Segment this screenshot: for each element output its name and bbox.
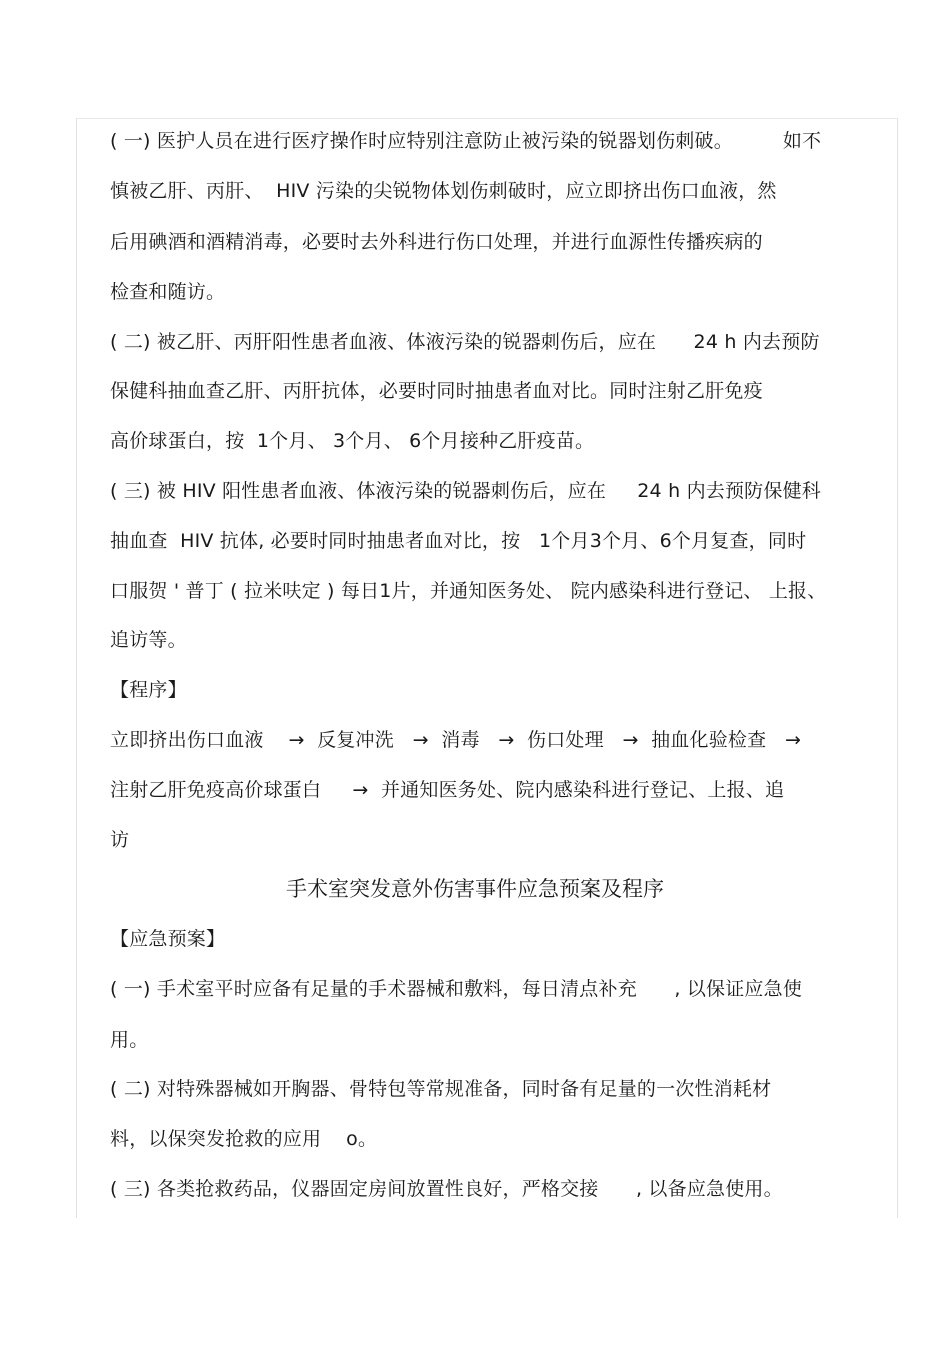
text-line: ( 二) 被乙肝、丙肝阳性患者血液、体液污染的锐器刺伤后，应在 24 h 内去预防	[110, 331, 820, 353]
text-line: 慎被乙肝、丙肝、 HIV 污染的尖锐物体划伤刺破时，应立即挤出伤口血液，然	[110, 180, 777, 202]
section-label-procedure: 【程序】	[110, 679, 187, 701]
text-line: 口服贺 ' 普丁 ( 拉米呋定 ) 每日1片，并通知医务处、 院内感染科进行登记、 上报、	[110, 580, 827, 602]
text-line: 后用碘酒和酒精消毒，必要时去外科进行伤口处理，并进行血源性传播疾病的	[110, 231, 763, 253]
text-line: ( 三) 被 HIV 阳性患者血液、体液污染的锐器刺伤后，应在 24 h 内去预防保健科	[110, 480, 821, 502]
text-line: 高价球蛋白，按 1个月、 3个月、 6个月接种乙肝疫苗。	[110, 430, 595, 452]
text-line: 检查和随访。	[110, 281, 226, 303]
section-label-emergency-plan: 【应急预案】	[110, 928, 226, 950]
text-line: 立即挤出伤口血液 → 反复冲洗 → 消毒 → 伤口处理 → 抽血化验检查 →	[110, 729, 802, 751]
text-line: 料，以保突发抢救的应用 o。	[110, 1128, 378, 1150]
text-line: ( 一) 医护人员在进行医疗操作时应特别注意防止被污染的锐器划伤刺破。 如不	[110, 130, 822, 152]
text-line: ( 二) 对特殊器械如开胸器、骨特包等常规准备，同时备有足量的一次性消耗材	[110, 1078, 772, 1100]
text-line: ( 三) 各类抢救药品，仪器固定房间放置性良好，严格交接 , 以备应急使用。	[110, 1178, 783, 1200]
text-line: 追访等。	[110, 629, 187, 651]
text-line: 注射乙肝免疫高价球蛋白 → 并通知医务处、院内感染科进行登记、上报、追	[110, 779, 785, 801]
text-line: 抽血查 HIV 抗体, 必要时同时抽患者血对比，按 1个月3个月、6个月复查，同时	[110, 530, 807, 552]
text-line: ( 一) 手术室平时应备有足量的手术器械和敷料，每日清点补充 , 以保证应急使	[110, 978, 803, 1000]
text-line: 保健科抽血查乙肝、丙肝抗体，必要时同时抽患者血对比。同时注射乙肝免疫	[110, 380, 763, 402]
section-heading: 手术室突发意外伤害事件应急预案及程序	[286, 877, 664, 901]
text-line: 访	[110, 829, 130, 851]
text-line: 用。	[110, 1029, 149, 1051]
